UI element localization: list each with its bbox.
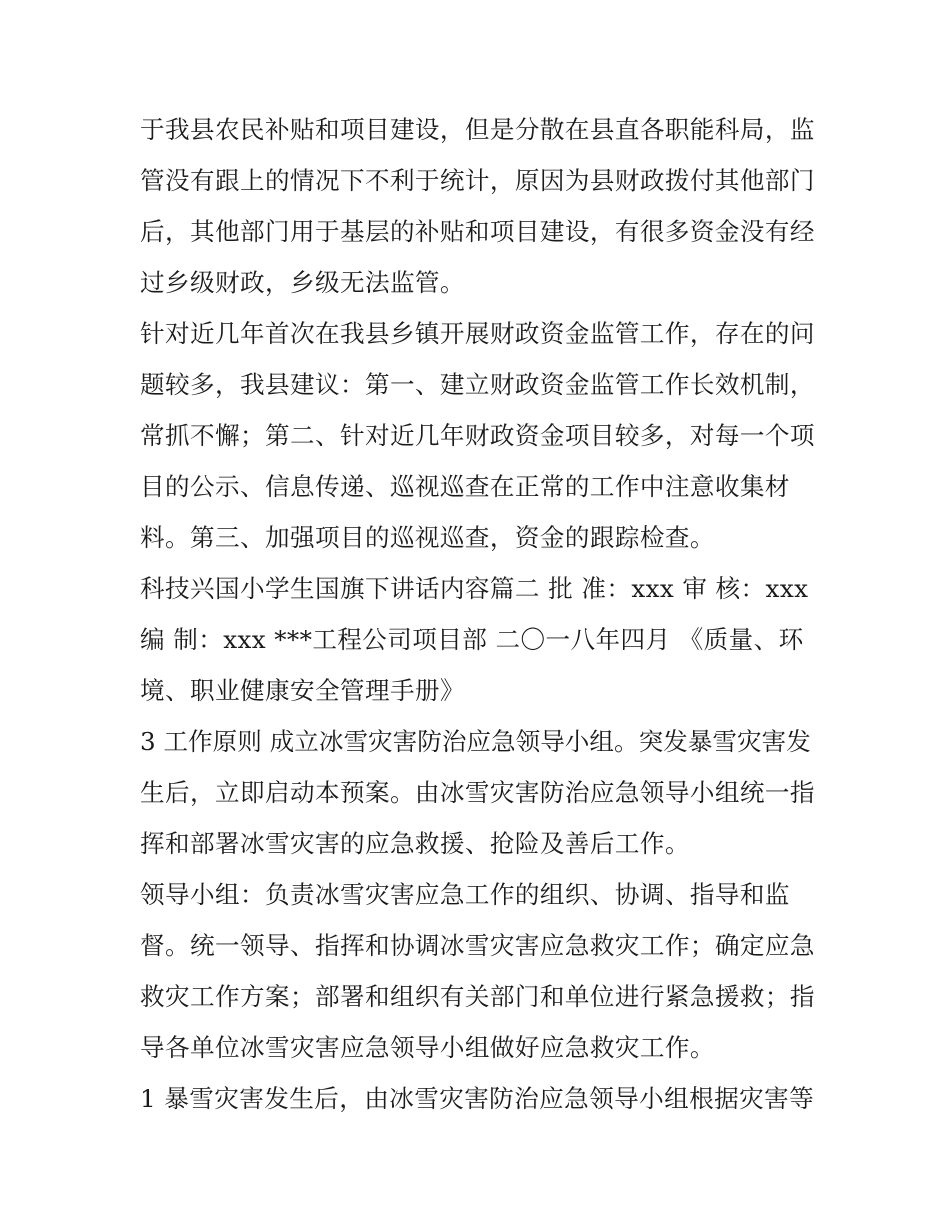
- text-line: 于我县农民补贴和项目建设，但是分散在县直各职能科局，监: [140, 115, 815, 144]
- text-line: 题较多，我县建议：第一、建立财政资金监管工作长效机制，: [140, 370, 815, 399]
- text-line: 科技兴国小学生国旗下讲话内容篇二 批 准：xxx 审 核：xxx: [140, 574, 809, 603]
- text-line: 领导小组：负责冰雪灾害应急工作的组织、协调、指导和监: [140, 880, 790, 909]
- text-line: 针对近几年首次在我县乡镇开展财政资金监管工作，存在的问: [140, 319, 815, 348]
- text-line: 境、职业健康安全管理手册》: [140, 676, 465, 705]
- text-line: 编 制：xxx ***工程公司项目部 二〇一八年四月 《质量、环: [140, 625, 804, 654]
- text-line: 导各单位冰雪灾害应急领导小组做好应急救灾工作。: [140, 1033, 715, 1062]
- text-line: 后，其他部门用于基层的补贴和项目建设，有很多资金没有经: [140, 217, 815, 246]
- document-page: [140, 104, 816, 1124]
- paragraph-supervision-issues: [140, 104, 816, 308]
- paragraph-work-principles: [140, 716, 816, 869]
- paragraph-snow-disaster: [140, 1073, 816, 1124]
- paragraph-recommendations: [140, 308, 816, 563]
- text-line: 挥和部署冰雪灾害的应急救援、抢险及善后工作。: [140, 829, 690, 858]
- text-line: 1 暴雪灾害发生后，由冰雪灾害防治应急领导小组根据灾害等: [140, 1084, 815, 1113]
- text-line: 过乡级财政，乡级无法监管。: [140, 268, 465, 297]
- text-line: 救灾工作方案；部署和组织有关部门和单位进行紧急援救；指: [140, 982, 815, 1011]
- text-line: 常抓不懈；第二、针对近几年财政资金项目较多，对每一个项: [140, 421, 815, 450]
- text-line: 料。第三、加强项目的巡视巡查，资金的跟踪检查。: [140, 523, 715, 552]
- text-line: 3 工作原则 成立冰雪灾害防治应急领导小组。突发暴雪灾害发: [140, 727, 811, 756]
- paragraph-leadership-group: [140, 869, 816, 1073]
- paragraph-manual-header: [140, 563, 816, 716]
- text-line: 生后，立即启动本预案。由冰雪灾害防治应急领导小组统一指: [140, 778, 815, 807]
- text-line: 管没有跟上的情况下不利于统计，原因为县财政拨付其他部门: [140, 166, 815, 195]
- text-line: 督。统一领导、指挥和协调冰雪灾害应急救灾工作；确定应急: [140, 931, 815, 960]
- text-line: 目的公示、信息传递、巡视巡查在正常的工作中注意收集材: [140, 472, 790, 501]
